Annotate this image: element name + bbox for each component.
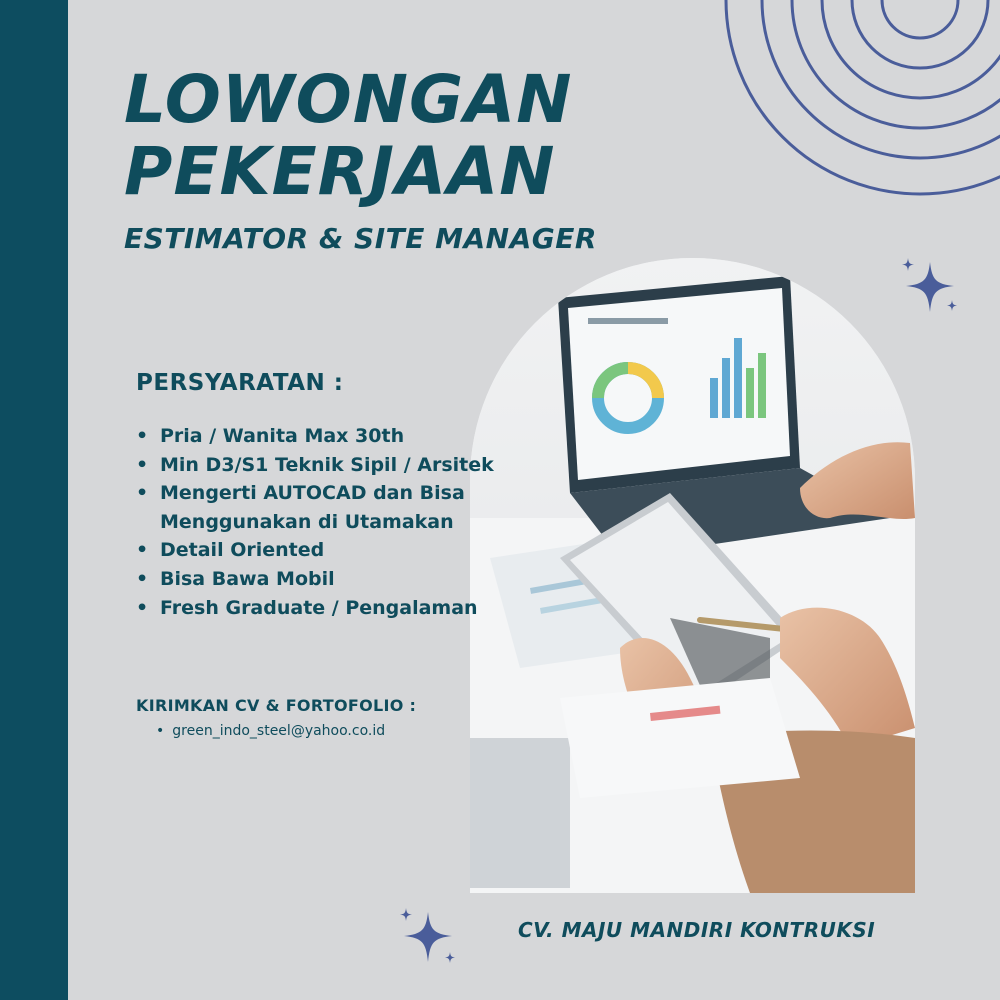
list-item: • Bisa Bawa Mobil [136,565,494,594]
list-item: • Detail Oriented [136,536,494,565]
bullet-icon: • [156,723,165,739]
title-line-2: PEKERJAAN [124,133,556,210]
list-item: • Pria / Wanita Max 30th [136,422,494,451]
page-title [124,61,573,210]
email-row [156,723,385,739]
office-photo [470,258,915,893]
sparkle-icon [898,256,962,320]
requirements-list [136,422,494,622]
concentric-circles-decoration [700,0,1000,210]
sparkle-icon [396,906,460,970]
list-item: • Min D3/S1 Teknik Sipil / Arsitek [136,451,494,480]
title-line-1: LOWONGAN [124,61,573,138]
list-item-continuation: Menggunakan di Utamakan [160,510,454,533]
list-item: • Mengerti AUTOCAD dan Bisa [136,479,494,508]
requirements-heading: PERSYARATAN : [136,370,344,396]
list-item: • Fresh Graduate / Pengalaman [136,594,494,623]
job-subtitle: ESTIMATOR & SITE MANAGER [124,222,597,255]
company-name: CV. MAJU MANDIRI KONTRUKSI [518,918,876,942]
contact-heading: KIRIMKAN CV & FORTOFOLIO : [136,696,417,715]
email-address[interactable]: green_indo_steel@yahoo.co.id [172,723,386,739]
side-bar [0,0,68,1000]
